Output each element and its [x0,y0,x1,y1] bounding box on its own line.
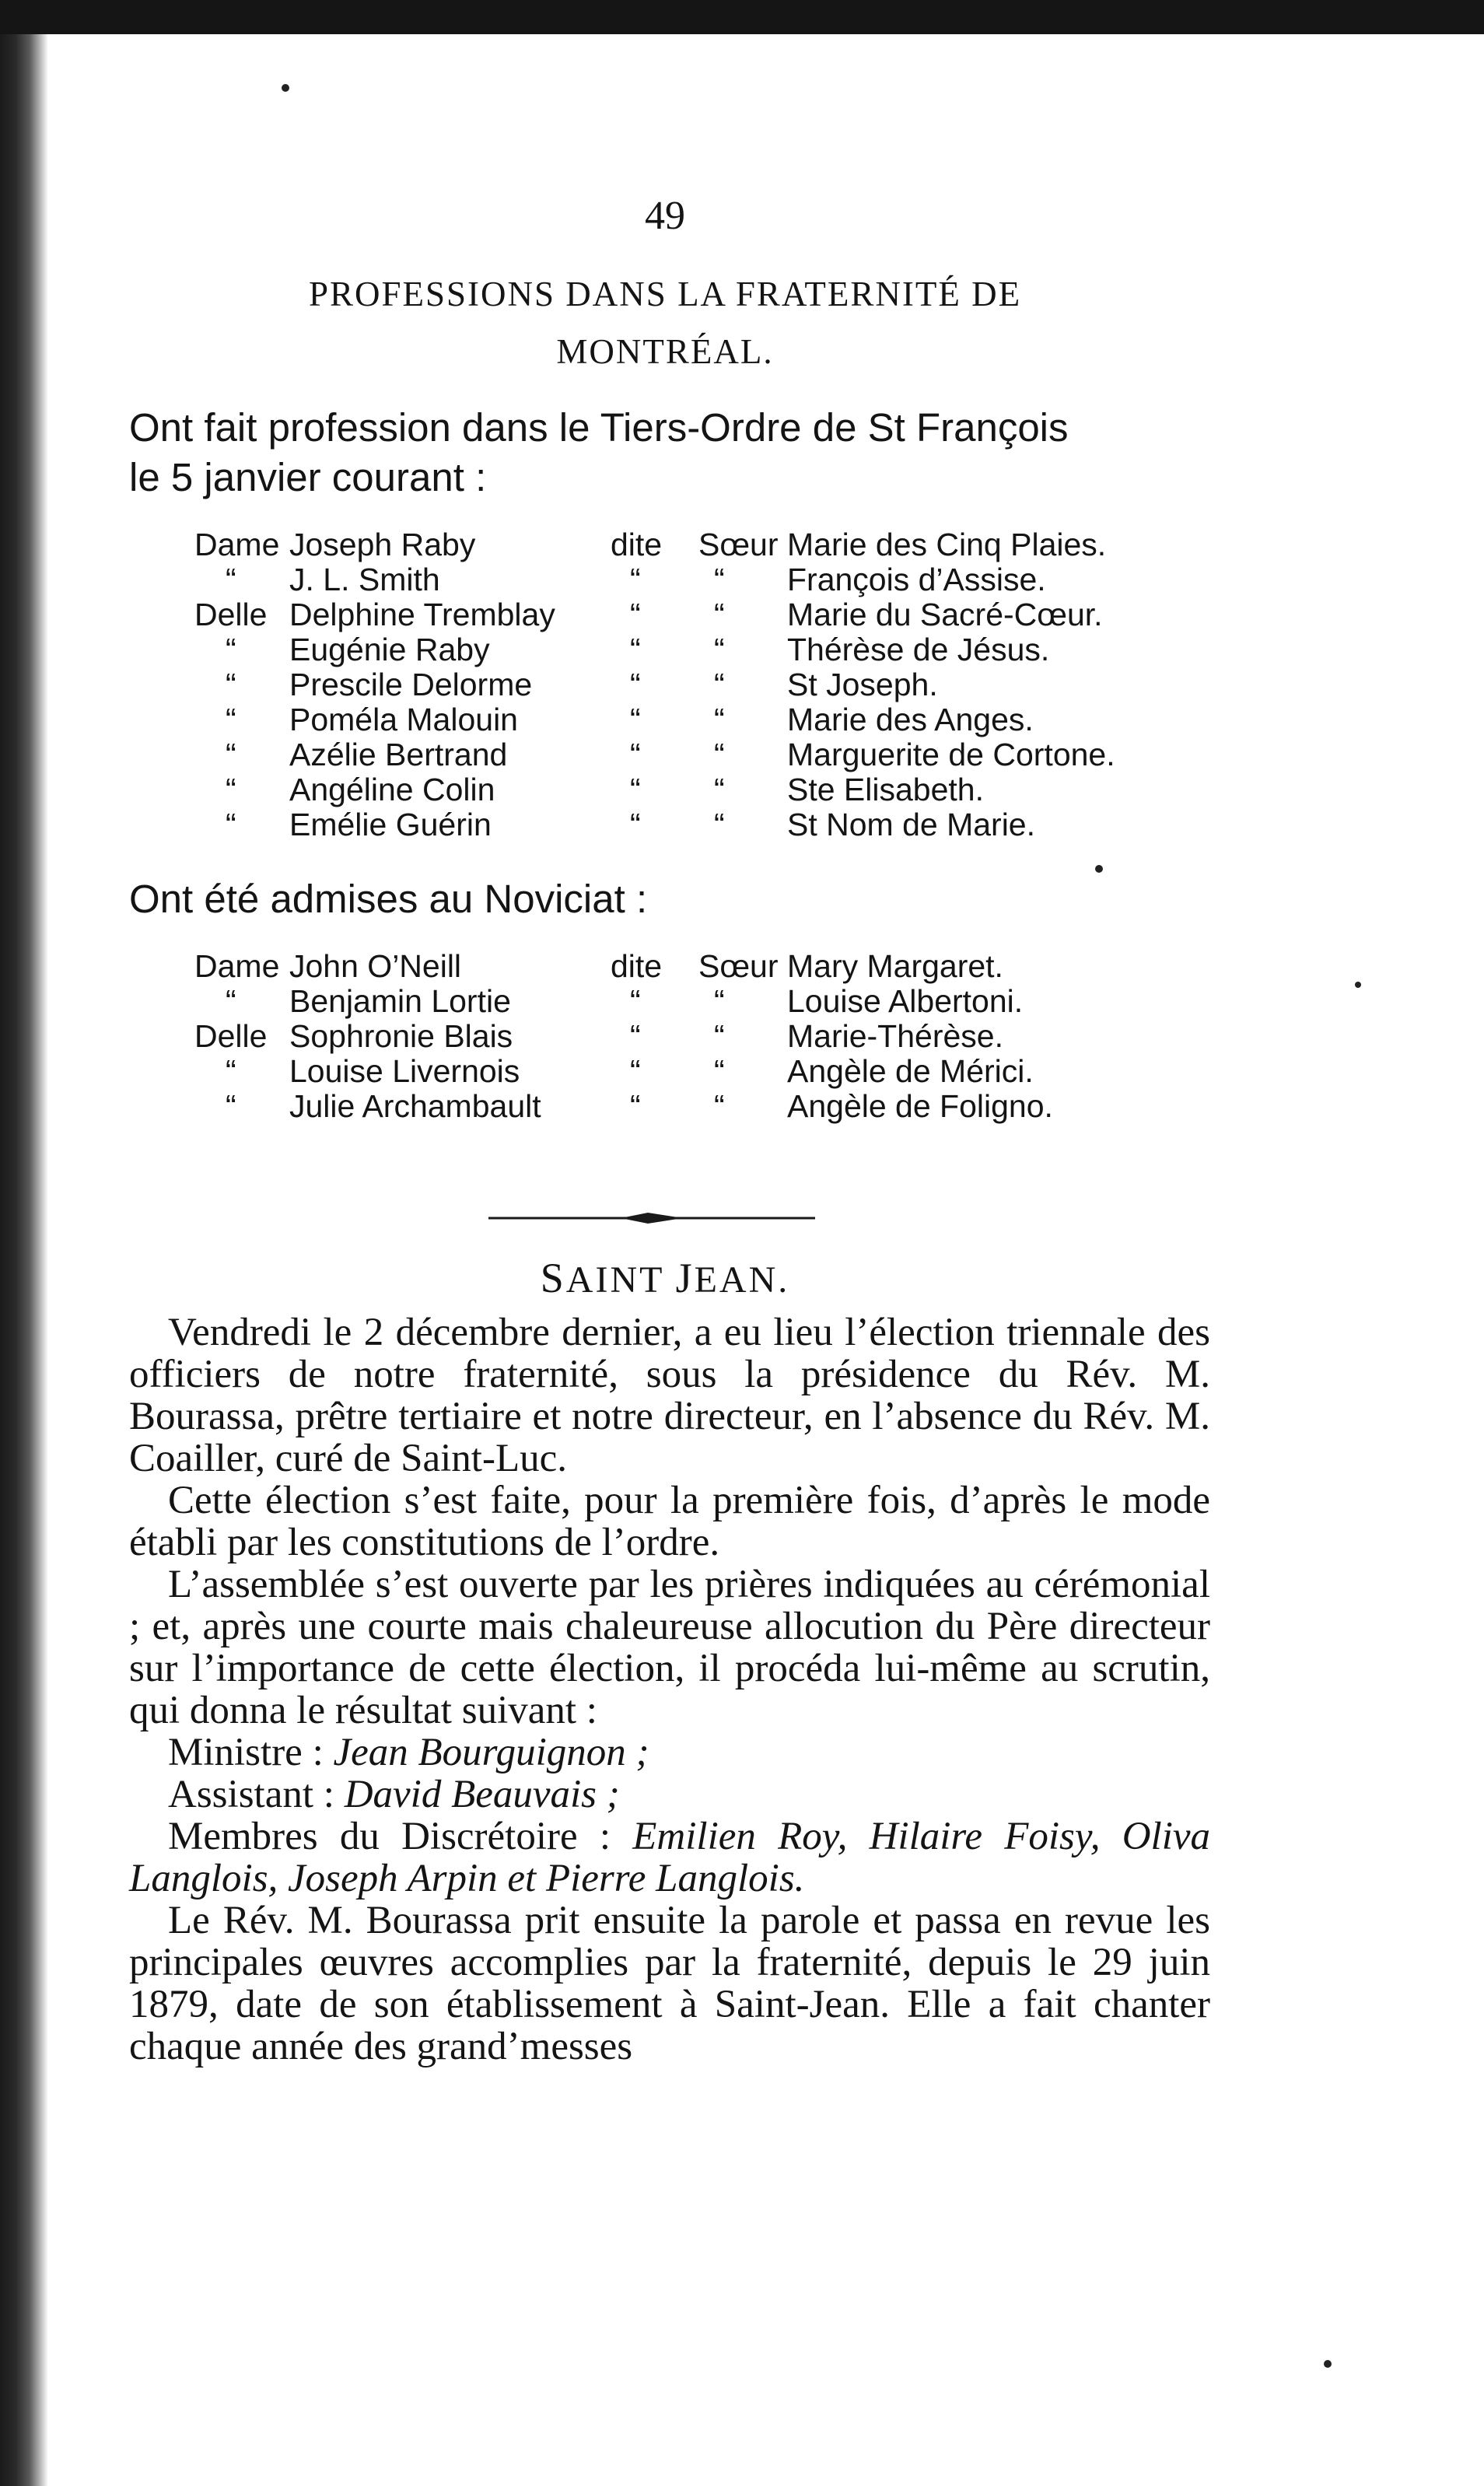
row-name: Delphine Tremblay [289,597,555,632]
ministre-line [129,1731,1210,1773]
heading-initial: J [675,1255,695,1301]
row-title: “ [226,702,236,737]
office-label: Assistant : [168,1773,334,1816]
row-name: Sophronie Blais [289,1018,513,1054]
heading-smallcaps: EAN. [694,1259,790,1301]
heading-initial: S [540,1255,566,1301]
row-title: “ [226,1053,236,1089]
row-dite: “ [630,983,641,1019]
row-dite: dite [611,527,663,562]
row-title: “ [226,667,236,702]
row-name: Emélie Guérin [289,807,492,842]
scan-speck [1095,865,1103,873]
row-title: Delle [194,597,268,632]
section-heading-line1: PROFESSIONS DANS LA FRATERNITÉ DE [308,275,1022,313]
professions-intro-line2: le 5 janvier courant : [129,455,487,499]
row-soeur: “ [714,667,725,702]
top-border [0,0,1484,34]
row-name: John O’Neill [289,948,462,984]
heading-smallcaps: AINT [565,1259,664,1301]
office-holder: David Beauvais ; [344,1773,620,1816]
row-name: Prescile Delorme [289,667,533,702]
row-name: Louise Livernois [289,1053,520,1089]
noviciat-intro: Ont été admises au Noviciat : [129,877,648,921]
office-holder: Jean Bourguignon ; [333,1731,649,1774]
row-religious-name: Marie du Sacré-Cœur. [787,597,1103,632]
row-name: Angéline Colin [289,772,495,807]
professions-intro [129,403,1210,502]
page-number: 49 [645,194,685,238]
professions-intro-line1: Ont fait profession dans le Tiers-Ordre de St François [129,405,1069,450]
row-religious-name: Marguerite de Cortone. [787,737,1115,772]
row-name: Eugénie Raby [289,632,490,667]
row-title: “ [226,807,236,842]
row-religious-name: St Nom de Marie. [787,807,1035,842]
row-dite: “ [630,632,641,667]
row-religious-name: Thérèse de Jésus. [787,632,1050,667]
row-religious-name: Louise Albertoni. [787,983,1024,1019]
row-title: “ [226,983,236,1019]
row-religious-name: Angèle de Foligno. [787,1088,1053,1124]
row-religious-name: Marie-Thérèse. [787,1018,1003,1054]
row-title: “ [226,1088,236,1124]
row-religious-name: St Joseph. [787,667,938,702]
assistant-line [129,1773,1210,1815]
row-dite: “ [630,667,641,702]
row-soeur: “ [714,983,725,1019]
row-soeur: “ [714,1018,725,1054]
row-name: Joseph Raby [289,527,476,562]
row-religious-name: Marie des Cinq Plaies. [787,527,1107,562]
row-religious-name: François d’Assise. [787,562,1046,597]
row-religious-name: Mary Margaret. [787,948,1003,984]
row-name: Azélie Bertrand [289,737,508,772]
ornamental-separator [488,1209,815,1227]
row-dite: “ [630,562,641,597]
row-dite: “ [630,702,641,737]
saint-jean-heading [0,1254,1330,1302]
row-soeur: “ [714,632,725,667]
row-title: “ [226,562,236,597]
paragraph: Cette élection s’est faite, pour la première fois, d’après le mode établi par les constitutions de l’ordre. [129,1479,1210,1564]
row-dite: “ [630,772,641,807]
row-dite: “ [630,1088,641,1124]
row-soeur: “ [714,1088,725,1124]
row-soeur: “ [714,1053,725,1089]
scan-speck [1355,982,1361,988]
paragraph: L’assemblée s’est ouverte par les prières indiquées au cérémonial ; et, après une courte mais chaleureuse allocution du Père directeur sur l’importance de cette élection, il procéda lui-même au scrutin, qui donna le résultat suivant : [129,1563,1210,1732]
row-soeur: Sœur [698,527,779,562]
row-name: J. L. Smith [289,562,440,597]
row-title: “ [226,737,236,772]
scan-speck [282,84,289,92]
row-title: Delle [194,1018,268,1054]
office-holders: Emilien Roy, Hilaire Foisy, Oliva Langlois, Joseph Arpin et Pierre Langlois. [129,1815,1210,1900]
row-dite: dite [611,948,663,984]
row-soeur: “ [714,597,725,632]
discretoire-line [129,1815,1210,1900]
row-dite: “ [630,807,641,842]
row-title: “ [226,772,236,807]
paragraph: Le Rév. M. Bourassa prit ensuite la parole et passa en revue les principales œuvres accomplies par la fraternité, depuis le 29 juin 1879, date de son établissement à Saint-Jean. Elle a fait chanter chaque année des grand’messes [129,1899,1210,2068]
row-soeur: “ [714,702,725,737]
saint-jean-body [129,1311,1210,2068]
row-soeur: “ [714,562,725,597]
row-religious-name: Angèle de Mérici. [787,1053,1034,1089]
row-soeur: “ [714,772,725,807]
row-religious-name: Ste Elisabeth. [787,772,984,807]
row-name: Poméla Malouin [289,702,518,737]
row-soeur: Sœur [698,948,779,984]
row-dite: “ [630,597,641,632]
scan-speck [1324,2360,1332,2368]
row-dite: “ [630,1053,641,1089]
row-soeur: “ [714,807,725,842]
section-heading-line2: MONTRÉAL. [556,332,774,371]
row-title: Dame [194,527,280,562]
office-label: Membres du Discrétoire : [168,1815,611,1858]
row-name: Julie Archambault [289,1088,541,1124]
row-dite: “ [630,737,641,772]
row-religious-name: Marie des Anges. [787,702,1034,737]
office-label: Ministre : [168,1731,324,1774]
row-dite: “ [630,1018,641,1054]
row-name: Benjamin Lortie [289,983,511,1019]
paragraph: Vendredi le 2 décembre dernier, a eu lieu l’élection triennale des officiers de notre fraternité, sous la présidence du Rév. M. Bourassa, prêtre tertiaire et notre directeur, en l’absence du Rév. M. Coailler, curé de Saint-Luc. [129,1311,1210,1480]
row-title: “ [226,632,236,667]
row-title: Dame [194,948,280,984]
row-soeur: “ [714,737,725,772]
